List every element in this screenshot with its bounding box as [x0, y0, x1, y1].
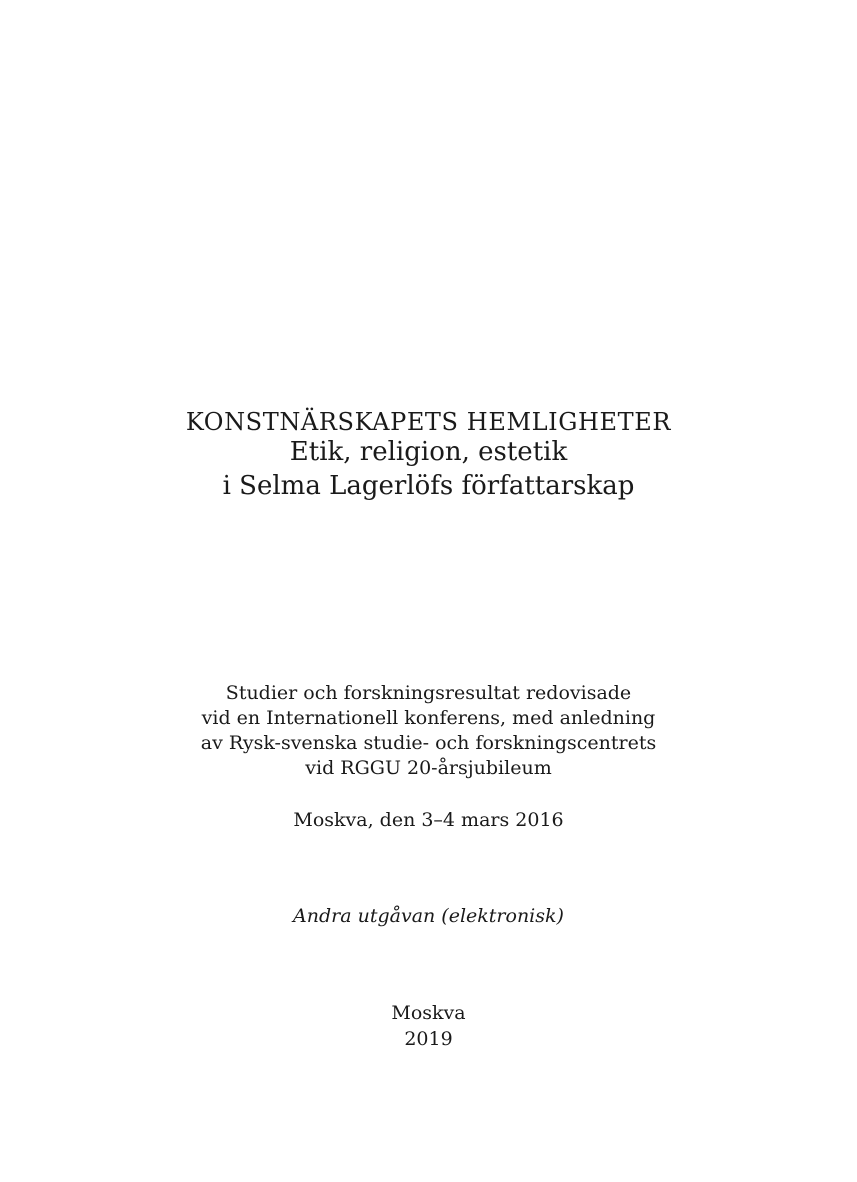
conference-date: Moskva, den 3–4 mars 2016 — [293, 809, 564, 831]
imprint-year: 2019 — [404, 1028, 453, 1050]
edition-note: Andra utgåvan (elektronisk) — [293, 905, 564, 927]
description-line-3: av Rysk-svenska studie- och forskningscentrets — [200, 732, 657, 754]
book-title: KONSTNÄRSKAPETS HEMLIGHETER — [185, 408, 672, 436]
description-line-1: Studier och forskningsresultat redovisade — [225, 682, 632, 704]
book-subtitle-line-2: i Selma Lagerlöfs författarskap — [222, 471, 635, 501]
description-line-4: vid RGGU 20-årsjubileum — [305, 757, 552, 779]
imprint-place: Moskva — [391, 1002, 466, 1024]
book-subtitle-line-1: Etik, religion, estetik — [289, 437, 568, 467]
description-line-2: vid en Internationell konferens, med anledning — [201, 707, 656, 729]
